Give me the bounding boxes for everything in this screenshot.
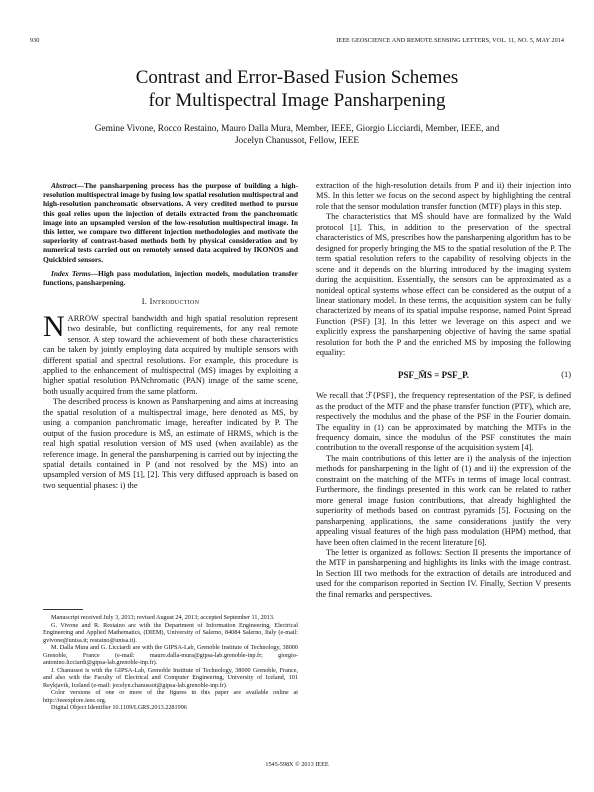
equation-body: PSF_M̃S = PSF_P. [397, 369, 470, 380]
right-column [316, 181, 571, 600]
title-line-2: for Multispectral Image Pansharpening [148, 90, 446, 111]
copyright-line: 1545-598X © 2013 IEEE [265, 761, 329, 768]
index-terms: Index Terms—High pass modulation, injection models, modulation transfer functions, pansharpening. [43, 268, 298, 288]
right-paragraph-5: The letter is organized as follows: Section II presents the importance of the MTF in pansharpening and highlights its links with the image contrast. In Section III two methods for the extraction of details are introduced and used for the comparison reported in Section IV. Finally, Section V presents the final remarks and perspectives. [316, 547, 571, 599]
footnote: Color versions of one or more of the figures in this paper are available online at http://ieeexplore.ieee.org. [43, 689, 298, 704]
intro-paragraph-2: The described process is known as Pansharpening and aims at increasing the spatial resolution of a multispectral image, here denoted as MS, by using a companion panchromatic image, hereafter indicated by P. The output of the fusion procedure is MS̃, an estimate of HRMS, which is the real high spatial resolution version of MS used (when available) as the reference image. In general the pansharpening is carried out by injecting the spatial details contained in P (and not resolved by the MS) into an upsampled version of MS [1], [2]. This very diffused approach is based on two sequential phases: i) the [43, 397, 298, 490]
right-paragraph-2: The characteristics that MS̃ should have are formalized by the Wald protocol [1]. This, in addition to the preservation of the spectral characteristics of MS, prescribes how the pansharpening algorithm has to be designed for properly bringing the MS to the spatial resolution of the P. The term spatial resolution refers to the capability of resolving objects in the scene and it depends on the blurring introduced by the imaging system during the acquisition. Essentially, the sensors can be approximated as a nonideal optical systems whose effect can be considered as the output of a linear stationary model. In these terms, the acquisition system can be fully characterized by means of its spatial impulse response, named Point Spread Function (PSF) [3]. In this letter we leverage on this aspect and we explicitly express the pansharpening objective of having the same spatial resolution for both the P and the enriched MS by imposing the following equality: [316, 212, 571, 358]
footnote-rule [43, 609, 83, 610]
lead-word: ARROW [67, 313, 99, 323]
right-paragraph-3: We recall that ℱ{PSF}, the frequency representation of the PSF, is defined as the product of the MTF and the phase transfer function (PTF), which are, respectively the modulus and the phase of the PSF in the Fourier domain. The equality in (1) can be approximated by matching the MTFs in the frequency domain, since the modulus of the PSF constitutes the main contribution to the overall response of the acquisition system [4]. [316, 391, 571, 453]
authors-line-2: Jocelyn Chanussot, Fellow, IEEE [234, 135, 360, 146]
abstract: Abstract—The pansharpening process has the purpose of building a high-resolution multispectral image by fusing low spatial resolution multispectral and high-resolution panchromatic observations. A very credited method to pursue this goal relies upon the injection of details extracted from the panchromatic image into an upsampled version of the low-resolution multispectral image. In this letter, we compare two different injection methodologies and motivate the superiority of contrast-based methods both by physical consideration and by numerical tests carried out on remotely sensed data acquired by IKONOS and Quickbird sensors. [43, 181, 298, 264]
abstract-text: The pansharpening process has the purpose of building a high-resolution multispectral image by fusing low spatial resolution multispectral and high-resolution panchromatic observations. A very credited method to pursue this goal relies upon the injection of details extracted from the panchromatic image into an upsampled version of the low-resolution multispectral image. In this letter, we compare two different injection methodologies and motivate the superiority of contrast-based methods both by physical consideration and by numerical tests carried out on remotely sensed data acquired by IKONOS and Quickbird sensors. [43, 181, 298, 264]
paragraph-text: spectral bandwidth and high spatial resolution represent two desirable, but conflicting requirements, for any real remote sensor. A step toward the achievement of both these characteristics can be taken by jointly employing data acquired by multiple sensors with different spatial and spectral resolutions. For example, this procedure is applied to the enhancement of multispectral (MS) images by exploiting a higher spatial resolution PANchromatic (PAN) image of the same scene, both usually acquired from the same platform. [43, 313, 298, 396]
footnote: Digital Object Identifier 10.1109/LGRS.2013.2281996 [51, 704, 187, 711]
footnote: M. Dalla Mura and G. Licciardi are with the GIPSA-Lab, Grenoble Institute of Technology, 38000 Grenoble, France (e-mail: mauro.dalla-mura@gipsa-lab.grenoble-inp.fr; giorgio-antonino.licciardi@gipsa-lab.grenoble-inp.fr). [43, 644, 298, 666]
section-heading [43, 297, 298, 307]
page-number: 930 [30, 37, 40, 44]
section-number: I. [141, 297, 148, 307]
title-line-1: Contrast and Error-Based Fusion Schemes [135, 67, 459, 88]
left-column [43, 181, 298, 491]
footnote: Manuscript received July 3, 2013; revised August 24, 2013; accepted September 11, 2013. [51, 614, 275, 621]
abstract-label: Abstract [51, 181, 77, 190]
index-terms-text: High pass modulation, injection models, modulation transfer functions, pansharpening. [43, 268, 298, 288]
journal-name: IEEE GEOSCIENCE AND REMOTE SENSING LETTERS, VOL. 11, NO. 5, MAY 2014 [336, 37, 564, 44]
drop-cap: N [43, 309, 65, 343]
intro-paragraph-1 [43, 309, 298, 398]
section-title: Introduction [149, 297, 200, 307]
paper-title [40, 66, 554, 112]
author-list [45, 124, 549, 147]
right-paragraph-1: extraction of the high-resolution details from P and ii) their injection into MS. In this letter we focus on the second aspect by highlighting the central role that the sensor modulation transfer function (MTF) plays in this step. [316, 181, 571, 211]
footnote: G. Vivone and R. Restaino are with the Department of Information Engineering, Electrical Engineering and Applied Mathematics, (DIEM), University of Salerno, 84084 Salerno, Italy (e-mail: gvivone@unisa.it; restaino@unisa.it). [43, 621, 298, 644]
footnotes [43, 609, 298, 712]
equation-1 [316, 370, 571, 380]
footnote: J. Chanussot is with the GIPSA-Lab, Grenoble Institute of Technology, 38000 Grenoble, France, and also with the Faculty of Electrical and Computer Engineering, University of Iceland, 101 Reykjavik, Iceland (e-mail: jocelyn.chanussot@gipsa-lab.grenoble-inp.fr). [43, 666, 298, 689]
right-paragraph-4: The main contributions of this letter are i) the analysis of the injection methods for pansharpening in the light of (1) and ii) the expression of the constraint on the matching of the MTFs in terms of image local contrast. Furthermore, the findings presented in this work can be related to rather more general image fusion contributions, that already highlighted the superiority of methods based on contrast pyramids [5]. Focusing on the pansharpening applications, the same considerations justify the very appealing visual features of the high pass modulation (HPM) method, that have been often claimed in the recent literature [6]. [316, 453, 571, 547]
index-terms-label: Index Terms [51, 268, 91, 278]
equation-number: (1) [561, 369, 571, 379]
authors-line-1: Gemine Vivone, Rocco Restaino, Mauro Dalla Mura, Member, IEEE, Giorgio Licciardi, Member, IEEE, and [94, 124, 500, 134]
